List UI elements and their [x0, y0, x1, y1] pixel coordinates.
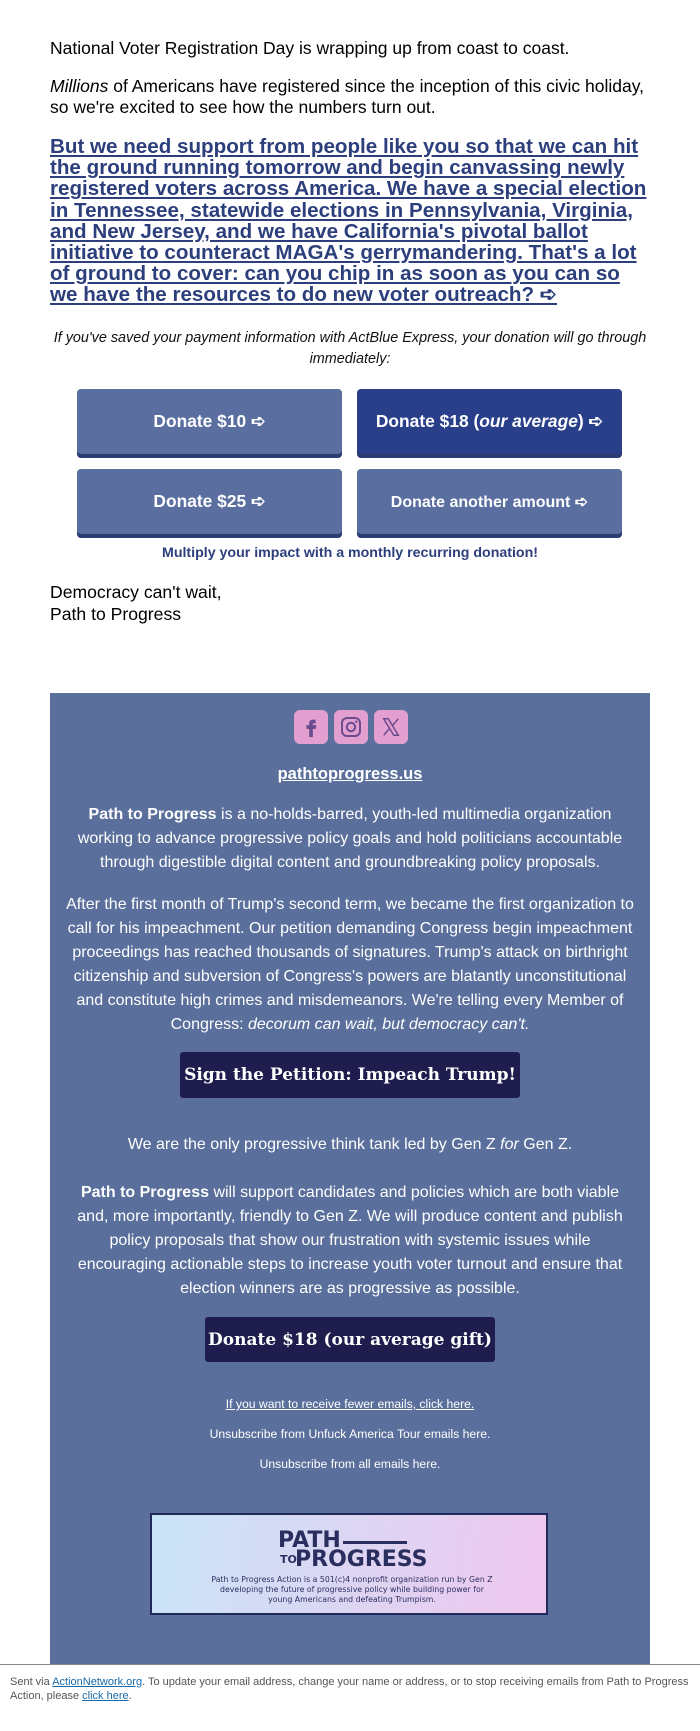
bottom-post: .	[128, 1690, 132, 1702]
signoff	[50, 582, 222, 625]
logo-to: TO	[280, 1553, 297, 1566]
intro-line-1: National Voter Registration Day is wrapping up from coast to coast.	[50, 38, 570, 58]
mission-paragraph	[65, 1181, 635, 1301]
website-link[interactable]: pathtoprogress.us	[277, 765, 423, 783]
gen-z-pre: We are the only progressive think tank led by Gen Z	[127, 1136, 501, 1153]
impeachment-emphasis: decorum can wait, but democracy can't.	[247, 1016, 530, 1033]
bottom-bar-text	[10, 1675, 690, 1703]
actblue-express-note: If you've saved your payment information with ActBlue Express, your donation will go through immediately:	[53, 330, 647, 367]
unsubscribe-all-link[interactable]: Unsubscribe from all emails here.	[259, 1457, 441, 1471]
fewer-emails-link[interactable]: If you want to receive fewer emails, click here.	[225, 1397, 475, 1411]
org-name: Path to Progress	[88, 806, 217, 823]
org-banner	[150, 1513, 548, 1615]
donate-average-gift-button[interactable]: Donate $18 (our average gift)	[205, 1317, 495, 1362]
banner-description: Path to Progress Action is a 501(c)4 nonprofit organization run by Gen Z developing the future of progressive policy while building power for young Americans and defeating Trumpism.	[211, 1575, 493, 1604]
donate-18-emphasis: our average	[479, 411, 578, 431]
donate-18-post: ) ➪	[577, 411, 604, 431]
logo-progress: PROGRESS	[295, 1547, 428, 1572]
signoff-line-2: Path to Progress	[50, 603, 182, 624]
petition-button[interactable]: Sign the Petition: Impeach Trump!	[180, 1052, 520, 1098]
facebook-icon[interactable]	[294, 710, 328, 744]
donate-other-button[interactable]: Donate another amount ➪	[357, 469, 622, 534]
gen-z-emphasis: for	[500, 1136, 519, 1153]
gen-z-tagline	[65, 1133, 635, 1157]
intro-line-2	[50, 76, 650, 118]
footer-panel	[50, 693, 650, 1665]
bottom-bar	[0, 1664, 700, 1731]
org-name-2: Path to Progress	[80, 1184, 209, 1201]
logo-line	[343, 1541, 407, 1544]
donate-18-pre: Donate $18 (	[375, 411, 480, 431]
intro-emphasis: Millions	[50, 76, 109, 96]
donate-10-button[interactable]: Donate $10 ➪	[77, 389, 342, 454]
about-text: is a no-holds-barred, youth-led multimedia organization working to advance progressive policy goals and hold politicians accountable through digestible digital content and groundbreaking policy proposals.	[77, 806, 623, 871]
instagram-icon[interactable]	[334, 710, 368, 744]
impeachment-text: After the first month of Trump's second term, we became the first organization to call for his impeachment. Our petition demanding Congress begin impeachment proceedings has reached thousands of signatures. Trump's attack on birthright citizenship and subversion of Congress's powers are blatantly unconstitutional and constitute high crimes and misdemeanors. We're telling every Member of Congress:	[66, 896, 634, 1033]
gen-z-post: Gen Z.	[518, 1136, 573, 1153]
logo-path: PATH	[278, 1528, 341, 1553]
manage-email-link[interactable]: click here	[82, 1690, 129, 1702]
unsubscribe-tour-link[interactable]: Unsubscribe from Unfuck America Tour emails here.	[209, 1427, 491, 1441]
donate-25-button[interactable]: Donate $25 ➪	[77, 469, 342, 534]
social-links	[294, 710, 408, 744]
impeachment-paragraph	[65, 893, 635, 1037]
intro-line-2-rest: of Americans have registered since the inception of this civic holiday, so we're excited to see how the numbers turn out.	[50, 76, 645, 117]
about-paragraph	[65, 803, 635, 875]
monthly-donation-link[interactable]: Multiply your impact with a monthly recurring donation!	[162, 545, 538, 561]
bottom-pre: Sent via	[10, 1676, 53, 1688]
donate-18-button[interactable]	[357, 389, 622, 454]
mission-text: will support candidates and policies which are both viable and, more importantly, friendly to Gen Z. We will produce content and publish policy proposals that show our frustration with systemic issues while encouraging actionable steps to increase youth voter turnout and ensure that election winners are as progressive as possible.	[77, 1184, 623, 1297]
actionnetwork-link[interactable]: ActionNetwork.org	[52, 1676, 143, 1688]
signoff-line-1: Democracy can't wait,	[50, 582, 222, 602]
donation-ask-link[interactable]: But we need support from people like you so that we can hit the ground running tomorrow and begin canvassing newly registered voters across America. We have a special election in Tennessee, statewide elections in Pennsylvania, Virginia, and New Jersey, and we have California's pivotal ballot initiative to counteract MAGA's gerrymandering. That's a lot of ground to cover: can you chip in as soon as you can so we have the resources to do new voter outreach? ➪	[50, 135, 647, 307]
x-icon[interactable]	[374, 710, 408, 744]
bottom-mid: . To update your email address, change your name or address, or to stop receiving emails from Path to Progress Action, please	[10, 1676, 689, 1702]
